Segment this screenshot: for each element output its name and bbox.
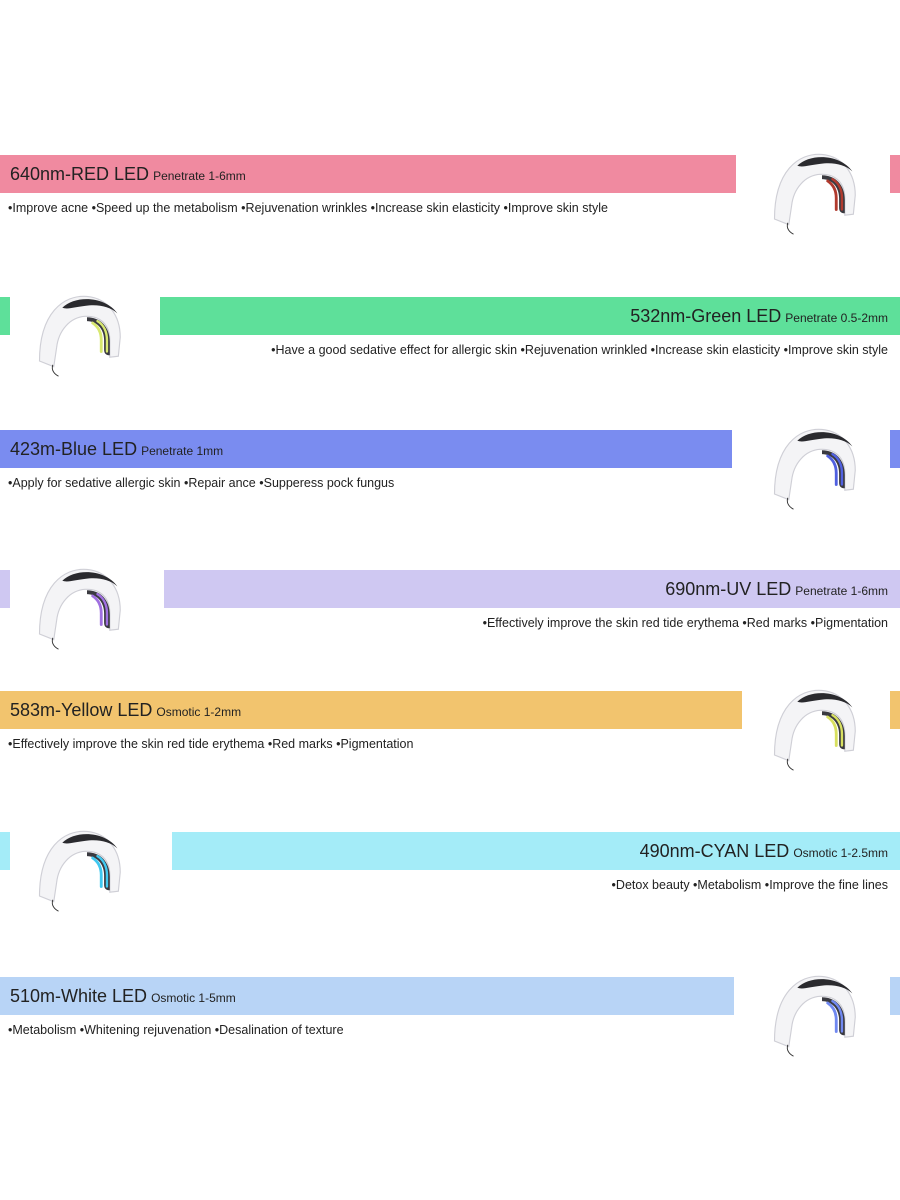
led-penetration-label: Penetrate 0.5-2mm — [785, 311, 888, 325]
color-bar-edge — [0, 832, 10, 870]
led-benefits: •Have a good sedative effect for allergic skin •Rejuvenation wrinkled •Increase skin elasticity •Improve skin style — [271, 343, 888, 357]
led-wavelength-label: 423m-Blue LED — [10, 439, 138, 459]
color-bar-edge — [0, 297, 10, 335]
led-mask-device-icon — [30, 558, 125, 653]
led-wavelength-label: 532nm-Green LED — [630, 306, 782, 326]
led-penetration-label: Osmotic 1-2mm — [156, 705, 242, 719]
led-penetration-label: Penetrate 1-6mm — [153, 169, 246, 183]
led-title — [630, 297, 888, 335]
led-section-yellow — [0, 691, 900, 821]
color-bar-edge — [0, 570, 10, 608]
led-section-red — [0, 155, 900, 285]
led-mask-device-icon — [765, 679, 860, 774]
color-bar-edge — [890, 691, 900, 729]
color-bar-edge — [890, 430, 900, 468]
color-bar-edge — [890, 155, 900, 193]
led-section-white — [0, 977, 900, 1107]
led-mask-device-icon — [765, 418, 860, 513]
led-title — [10, 430, 223, 468]
led-mask-device-icon — [765, 965, 860, 1060]
led-benefits: •Apply for sedative allergic skin •Repair ance •Supperess pock fungus — [8, 476, 395, 490]
led-benefits: •Detox beauty •Metabolism •Improve the fine lines — [611, 878, 888, 892]
led-mask-device-icon — [765, 143, 860, 238]
led-title — [10, 977, 236, 1015]
led-wavelength-label: 490nm-CYAN LED — [639, 841, 790, 861]
led-title — [640, 832, 888, 870]
led-penetration-label: Osmotic 1-2.5mm — [793, 846, 888, 860]
led-mask-device-icon — [30, 820, 125, 915]
led-title — [10, 155, 246, 193]
led-mask-device-icon — [30, 285, 125, 380]
led-section-blue — [0, 430, 900, 560]
led-wavelength-label: 583m-Yellow LED — [10, 700, 153, 720]
led-title — [10, 691, 241, 729]
led-title — [665, 570, 888, 608]
led-wavelength-label: 640nm-RED LED — [10, 164, 150, 184]
led-penetration-label: Osmotic 1-5mm — [151, 991, 236, 1005]
led-wavelength-label: 510m-White LED — [10, 986, 148, 1006]
led-penetration-label: Penetrate 1mm — [141, 444, 224, 458]
led-section-cyan — [0, 832, 900, 962]
led-benefits: •Metabolism •Whitening rejuvenation •Desalination of texture — [8, 1023, 344, 1037]
led-section-green — [0, 297, 900, 427]
led-benefits: •Improve acne •Speed up the metabolism •Rejuvenation wrinkles •Increase skin elasticity •Improve skin style — [8, 201, 608, 215]
led-benefits: •Effectively improve the skin red tide erythema •Red marks •Pigmentation — [8, 737, 414, 751]
led-benefits: •Effectively improve the skin red tide erythema •Red marks •Pigmentation — [482, 616, 888, 630]
led-wavelength-label: 690nm-UV LED — [665, 579, 792, 599]
led-penetration-label: Penetrate 1-6mm — [795, 584, 888, 598]
color-bar-edge — [890, 977, 900, 1015]
